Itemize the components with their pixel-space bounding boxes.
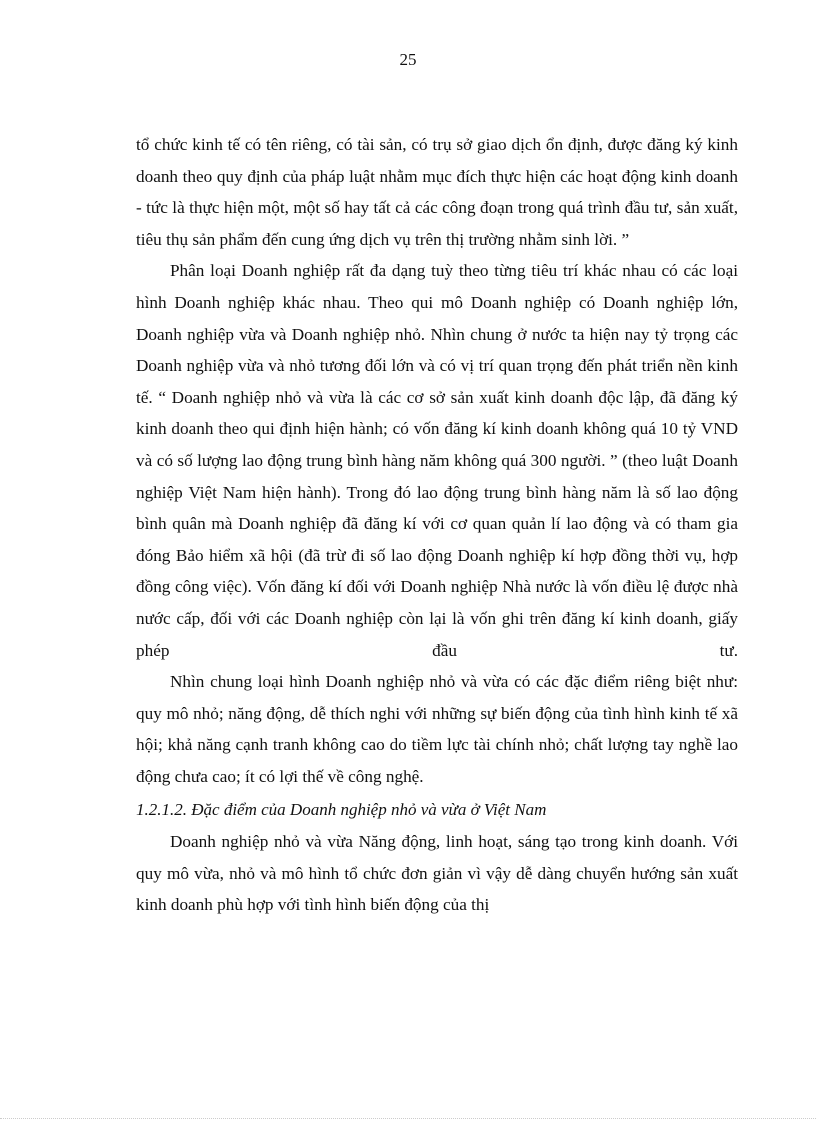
page-number: 25 <box>399 50 417 69</box>
page-bottom-divider <box>0 1118 816 1119</box>
paragraph-classification: Phân loại Doanh nghiệp rất đa dạng tuỳ theo từng tiêu trí khác nhau có các loại hình Doanh nghiệp khác nhau. Theo qui mô Doanh nghiệp có Doanh nghiệp lớn, Doanh nghiệp vừa và Doanh nghiệp nhỏ. Nhìn chung ở nước ta hiện nay tỷ trọng các Doanh nghiệp vừa và nhỏ tương đối lớn và có vị trí quan trọng đến phát triển nền kinh tế. “ Doanh nghiệp nhỏ và vừa là các cơ sở sản xuất kinh doanh độc lập, đã đăng ký kinh doanh theo qui định hiện hành; có vốn đăng kí kinh doanh không quá 10 tỷ VND và có số lượng lao động trung bình hàng năm không quá 300 người. ” (theo luật Doanh nghiệp Việt Nam hiện hành). Trong đó lao động trung bình hàng năm là số lao động bình quân mà Doanh nghiệp đã đăng kí với cơ quan quản lí lao động và có tham gia đóng Bảo hiểm xã hội (đã trừ đi số lao động Doanh nghiệp kí hợp đồng thời vụ, hợp đồng công việc). Vốn đăng kí đối với Doanh nghiệp Nhà nước là vốn điều lệ được nhà nước cấp, đối với các Doanh nghiệp còn lại là vốn ghi trên đăng kí kinh doanh, giấy phép đầu tư. <box>136 261 738 660</box>
section-heading: 1.2.1.2. Đặc điểm của Doanh nghiệp nhỏ và vừa ở Việt Nam <box>136 800 547 820</box>
paragraph-characteristics: Nhìn chung loại hình Doanh nghiệp nhỏ và vừa có các đặc điểm riêng biệt như: quy mô nhỏ; năng động, dễ thích nghi với những sự biến động của tình hình kinh tế xã hội; khả năng cạnh tranh không cao do tiềm lực tài chính nhỏ; chất lượng tay nghề lao động chưa cao; ít có lợi thế về công nghệ. <box>136 672 738 786</box>
paragraph-continuation: tổ chức kinh tế có tên riêng, có tài sản, có trụ sở giao dịch ổn định, được đăng ký kinh doanh theo quy định của pháp luật nhằm mục đích thực hiện các hoạt động kinh doanh - tức là thực hiện một, một số hay tất cả các công đoạn trong quá trình đầu tư, sản xuất, tiêu thụ sản phẩm đến cung ứng dịch vụ trên thị trường nhằm sinh lời. ” <box>136 135 738 249</box>
paragraph-final: Doanh nghiệp nhỏ và vừa Năng động, linh hoạt, sáng tạo trong kinh doanh. Với quy mô vừa, nhỏ và mô hình tổ chức đơn giản vì vậy dễ dàng chuyển hướng sản xuất kinh doanh phù hợp với tình hình biến động của thị <box>136 832 738 915</box>
document-body <box>136 129 738 921</box>
